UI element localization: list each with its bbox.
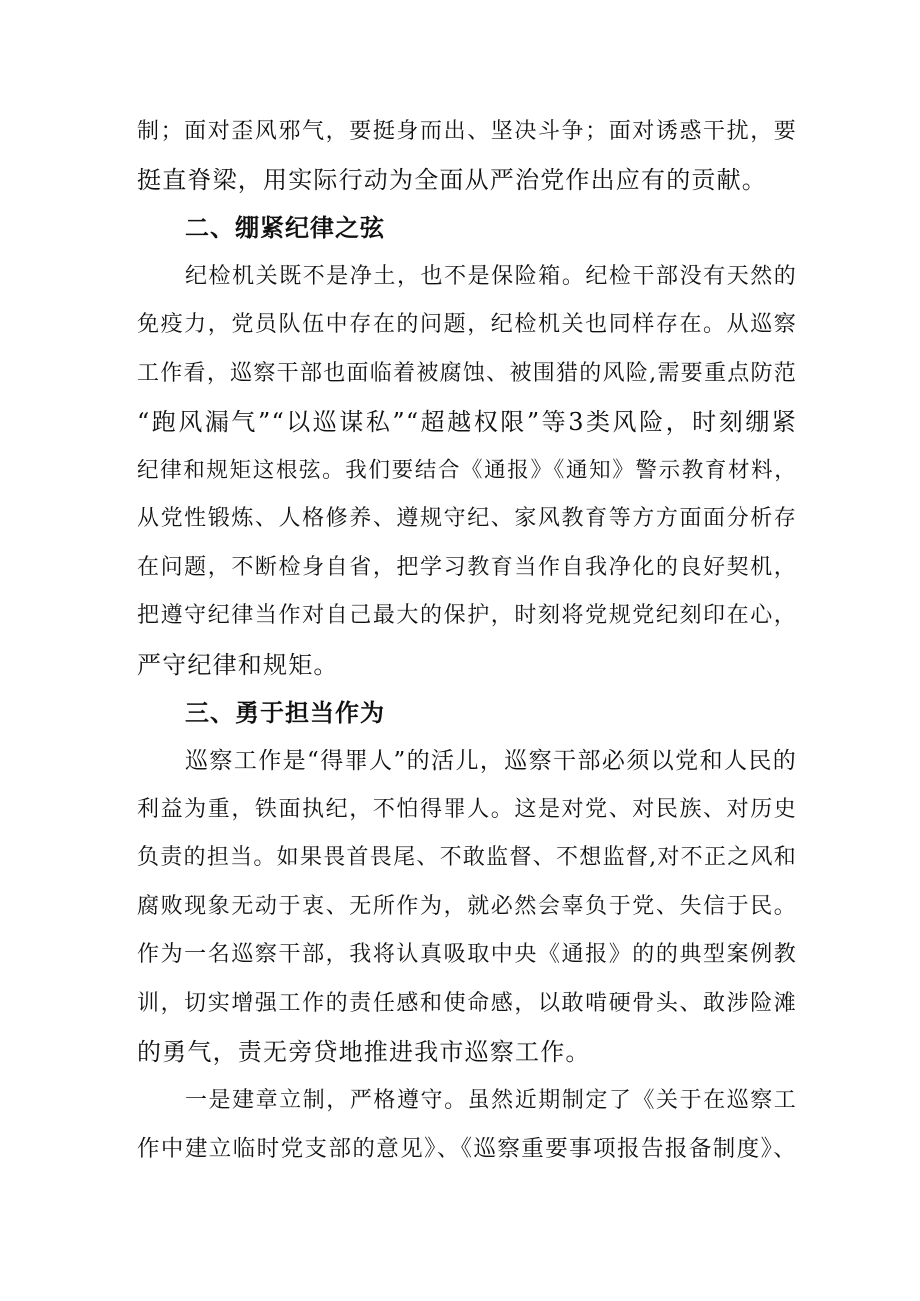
text-line: 制；面对歪风邪气，要挺身而出、坚决斗争；面对诱惑干扰，要 — [137, 119, 797, 144]
text-line: 免疫力，党员队伍中存在的问题，纪检机关也同样存在。从巡察 — [137, 312, 797, 337]
text-line: 在问题，不断检身自省，把学习教育当作自我净化的良好契机， — [137, 555, 797, 580]
text-line: 严守纪律和规矩。 — [137, 651, 339, 679]
text-line: 从党性锻炼、人格修养、遵规守纪、家风教育等方方面面分析存 — [137, 506, 797, 531]
text-line: 巡察工作是“得罪人”的活儿，巡察干部必须以党和人民的 — [185, 748, 797, 774]
text-line: 作中建立临时党支部的意见》、《巡察重要事项报告报备制度》、 — [137, 1136, 797, 1162]
text-line: 纪律和规矩这根弦。我们要结合《通报》《通知》警示教育材料， — [137, 458, 797, 483]
text-line: 腐败现象无动于衷、无所作为，就必然会辜负于党、失信于民。 — [137, 894, 797, 919]
text-line: 挺直脊梁，用实际行动为全面从严治党作出应有的贡献。 — [137, 166, 767, 194]
text-line: “跑风漏气”“以巡谋私”“超越权限”等3类风险，时刻绷紧 — [137, 408, 797, 436]
section-heading-responsibility: 三、勇于担当作为 — [185, 699, 385, 727]
text-line: 一是建章立制，严格遵守。虽然近期制定了《关于在巡察工 — [185, 1088, 797, 1113]
text-line: 负责的担当。如果畏首畏尾、不敢监督、不想监督,对不正之风和 — [137, 845, 797, 870]
text-line: 的勇气，责无旁贷地推进我市巡察工作。 — [137, 1038, 591, 1066]
text-line: 纪检机关既不是净土，也不是保险箱。纪检干部没有天然的 — [185, 264, 797, 289]
text-line: 作为一名巡察干部，我将认真吸取中央《通报》的的典型案例教 — [137, 942, 797, 967]
text-line: 利益为重，铁面执纪，不怕得罪人。这是对党、对民族、对历史 — [137, 797, 797, 822]
text-line: 工作看，巡察干部也面临着被腐蚀、被围猎的风险,需要重点防范 — [137, 361, 797, 386]
section-heading-discipline: 二、绷紧纪律之弦 — [185, 214, 385, 242]
text-line: 训，切实增强工作的责任感和使命感，以敢啃硬骨头、敢涉险滩 — [137, 991, 797, 1016]
text-line: 把遵守纪律当作对自己最大的保护，时刻将党规党纪刻印在心， — [137, 603, 797, 628]
